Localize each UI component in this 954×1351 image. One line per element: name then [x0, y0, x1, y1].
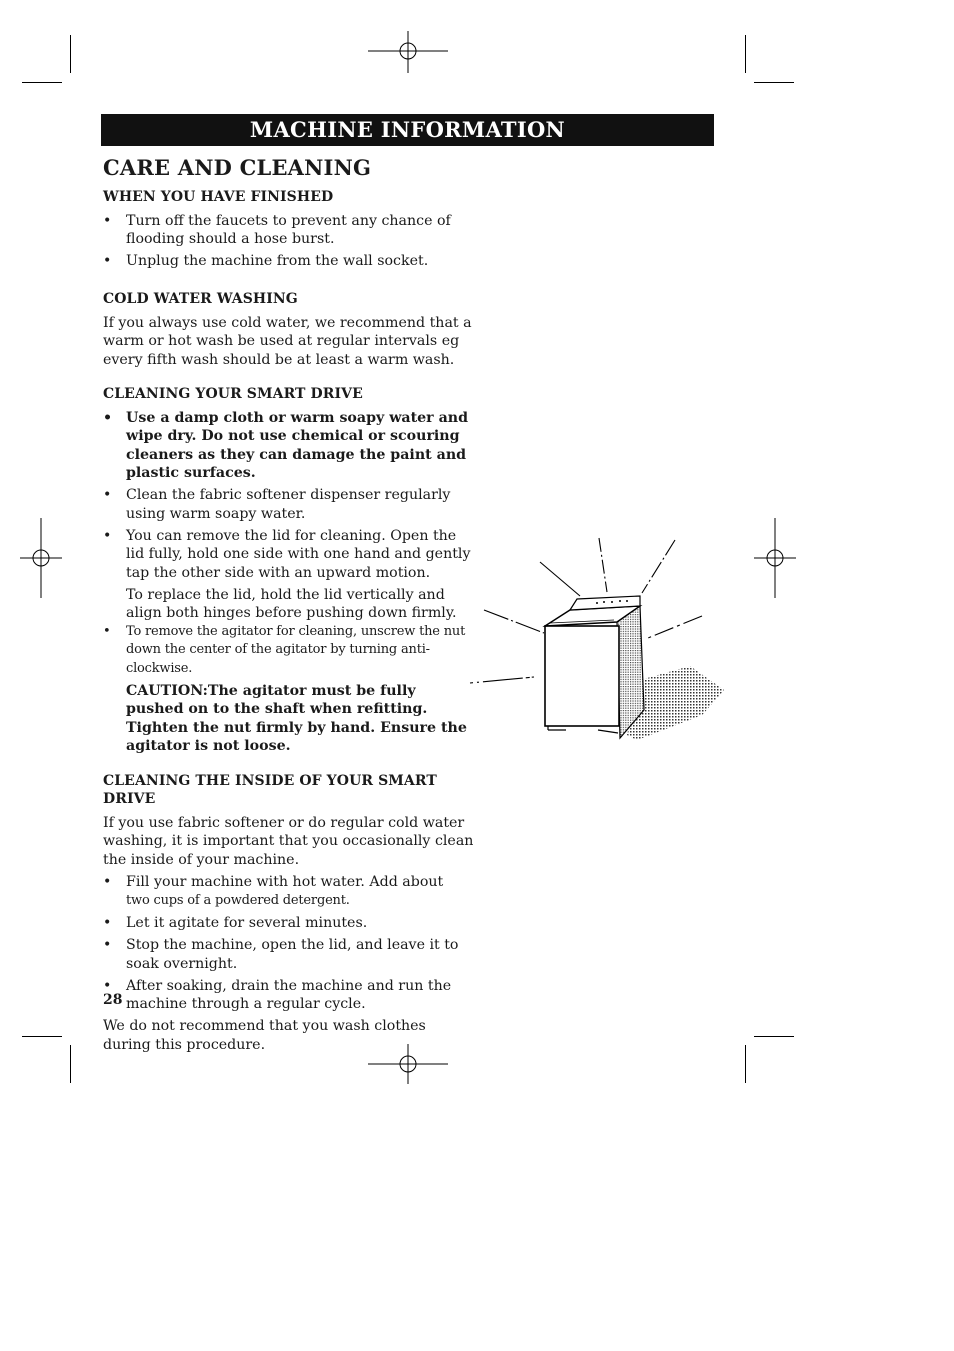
crop-mark — [745, 35, 746, 73]
list-item — [103, 623, 475, 679]
bullet-icon: • — [103, 409, 113, 426]
section-banner — [101, 114, 714, 146]
list-item-text: Fill your machine with hot water. Add about — [126, 873, 444, 890]
list-item — [103, 977, 475, 1014]
bullet-list — [103, 212, 475, 271]
bullet-icon: • — [103, 212, 112, 229]
section-when-finished — [103, 188, 475, 271]
list-item-text: Unplug the machine from the wall socket. — [126, 253, 429, 269]
section-heading: COLD WATER WASHING — [103, 291, 298, 307]
crop-mark — [22, 1036, 62, 1037]
bullet-list — [103, 409, 475, 583]
list-item — [103, 936, 475, 973]
section-heading: WHEN YOU HAVE FINISHED — [103, 189, 334, 205]
crop-mark — [70, 1045, 71, 1083]
crop-mark — [745, 1045, 746, 1083]
list-item-text: Clean the fabric softener dispenser regularly using warm soapy water. — [126, 487, 451, 522]
list-item — [103, 527, 475, 583]
content-column — [103, 188, 475, 1054]
page-title: CARE AND CLEANING — [103, 155, 372, 180]
bullet-list — [103, 873, 475, 1014]
list-item-text: two cups of a powdered detergent. — [126, 893, 350, 908]
list-item-text: After soaking, drain the machine and run the machine through a regular cycle. — [126, 977, 452, 1012]
list-item-text: Turn off the faucets to prevent any chance of flooding should a hose burst. — [126, 212, 451, 247]
bullet-icon: • — [103, 623, 111, 639]
list-item — [103, 252, 475, 271]
banner-title: MACHINE INFORMATION — [249, 117, 566, 142]
bullet-icon: • — [103, 527, 112, 544]
list-item — [103, 212, 475, 249]
bullet-list — [103, 623, 475, 679]
list-item — [103, 409, 475, 483]
registration-mark-icon — [20, 518, 62, 598]
list-item-text: Use a damp cloth or warm soapy water and wipe dry. Do not use chemical or scouring cleaners as they can damage the paint and plastic surfaces. — [126, 409, 469, 481]
registration-mark-icon — [368, 31, 448, 73]
page-number: 28 — [103, 992, 123, 1008]
registration-mark-icon — [754, 518, 796, 598]
bullet-icon: • — [103, 873, 112, 890]
caution-note: CAUTION:The agitator must be fully pushed on to the shaft when refitting. Tighten the nut firmly by hand. Ensure the agitator is not loose. — [126, 682, 467, 754]
list-item — [103, 914, 475, 933]
crop-mark — [70, 35, 71, 73]
list-item-text: You can remove the lid for cleaning. Open the lid fully, hold one side with one hand and gently tap the other side with an upward motion. — [126, 527, 471, 581]
bullet-icon: • — [103, 487, 112, 503]
section-cold-water — [103, 290, 475, 369]
list-item — [103, 873, 475, 911]
bullet-icon: • — [103, 937, 112, 953]
crop-mark — [754, 82, 794, 83]
paragraph: We do not recommend that you wash clothes during this procedure. — [103, 1018, 426, 1053]
list-item-text: To remove the agitator for cleaning, unscrew the nut down the center of the agitator by turning anti-clockwise. — [126, 623, 466, 676]
list-item — [103, 486, 475, 523]
list-item-text: Stop the machine, open the lid, and leave it to soak overnight. — [126, 937, 459, 972]
crop-mark — [22, 82, 62, 83]
section-cleaning-smart-drive — [103, 385, 475, 756]
bullet-icon: • — [103, 253, 112, 269]
section-heading: CLEANING THE INSIDE OF YOUR SMART DRIVE — [103, 772, 437, 807]
bullet-icon: • — [103, 977, 112, 994]
section-cleaning-inside — [103, 772, 475, 1055]
washing-machine-illustration — [462, 530, 727, 745]
list-item-text: Let it agitate for several minutes. — [126, 915, 368, 931]
bullet-icon: • — [103, 915, 112, 931]
section-heading: CLEANING YOUR SMART DRIVE — [103, 386, 363, 402]
paragraph: If you always use cold water, we recommend that a warm or hot wash be used at regular intervals eg every fifth wash should be at least a warm wash. — [103, 314, 472, 368]
paragraph: If you use fabric softener or do regular cold water washing, it is important that you occasionally clean the inside of your machine. — [103, 814, 474, 868]
paragraph: To replace the lid, hold the lid vertically and align both hinges before pushing down firmly. — [126, 586, 457, 621]
crop-mark — [754, 1036, 794, 1037]
